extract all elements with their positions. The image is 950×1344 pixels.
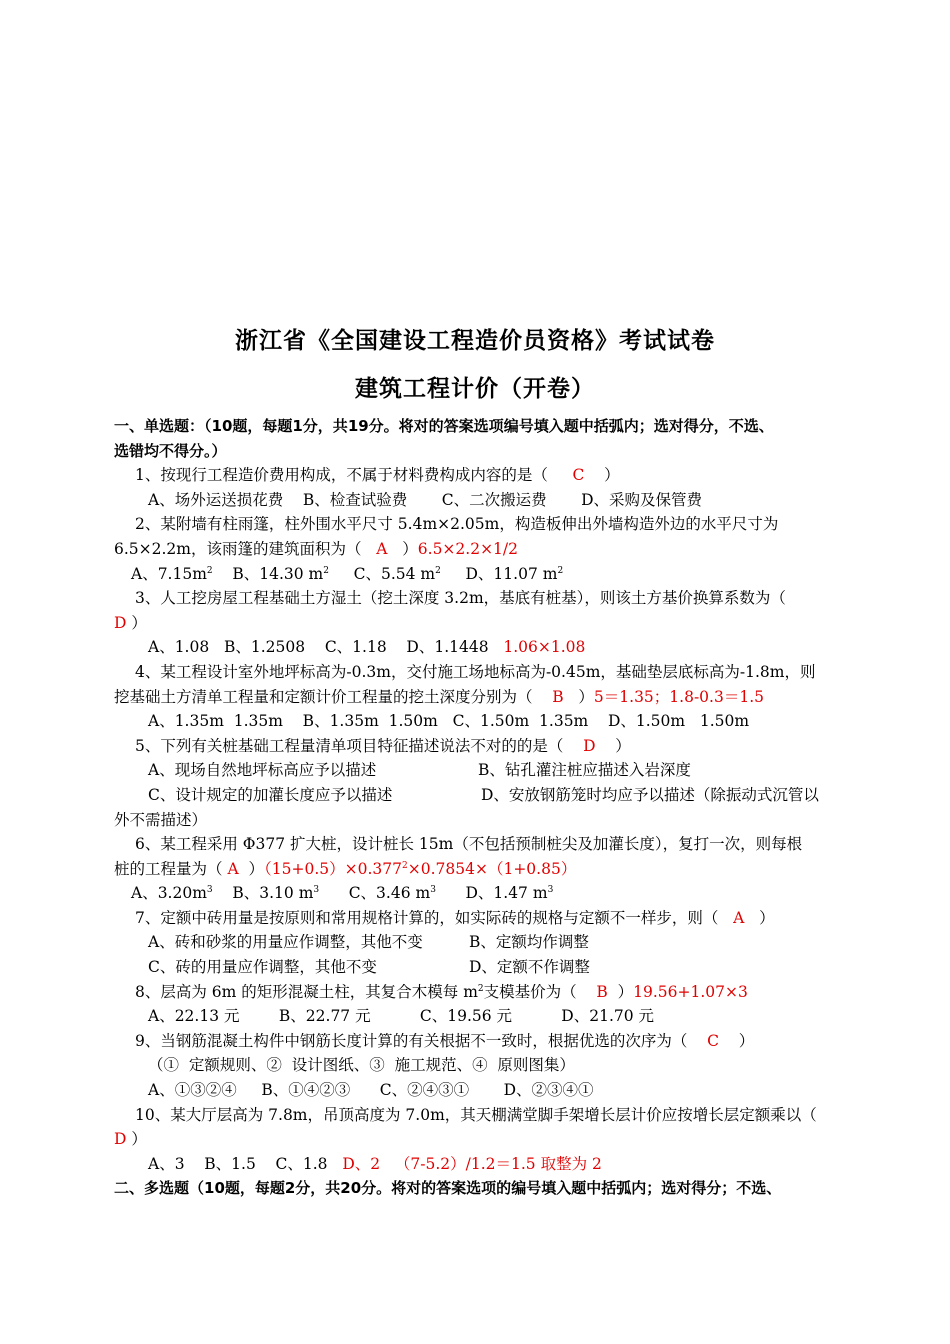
q7-answer: A [733, 908, 745, 927]
q4-stem: 挖基础土方清单工程量和定额计价工程量的挖土深度分别为（ [114, 687, 533, 706]
question-4-cont [114, 685, 858, 710]
q8-stem-a: 8、层高为 6m 的矩形混凝土柱，其复合木模每 m [135, 982, 478, 1001]
q1-stem: 1、按现行工程造价费用构成，不属于材料费构成内容的是（ [135, 466, 548, 485]
q6-close: ） [248, 859, 265, 878]
q2-unit-exp-b: 2 [323, 565, 329, 576]
q3-close: ） [131, 613, 147, 632]
q6-note [264, 860, 576, 878]
q5-option-a: A、现场自然地坪标高应予以描述 [148, 761, 377, 780]
q6-unit-exp-d: 3 [547, 885, 554, 896]
q3-answer: D [114, 613, 127, 632]
q7-option-b: B、定额均作调整 [469, 933, 589, 952]
q10-options: A、3 B、1.5 C、1.8 [148, 1154, 328, 1173]
q6-unit-exp-a: 3 [206, 885, 213, 896]
q8-note: 19.56+1.07×3 [633, 982, 748, 1001]
q6-answer: A [227, 859, 239, 878]
q4-options: A、1.35m 1.35m B、1.35m 1.50m C、1.50m 1.35m D、1.50m 1.50m [148, 712, 750, 731]
q9-stem: 9、当钢筋混凝土构件中钢筋长度计算的有关根据不一致时，根据优选的次序为（ [135, 1031, 688, 1050]
q6-note-b: ×0.7854×（1+0.85） [407, 859, 577, 878]
q2-answer: A [376, 539, 388, 558]
q2-options [114, 562, 858, 587]
question-6: 6、某工程采用 Φ377 扩大桩，设计桩长 15m（不包括预制桩尖及加灌长度），复打一次，则每根 [135, 835, 803, 854]
q7-option-c: C、砖的用量应作调整，其他不变 [148, 958, 377, 977]
question-10: 10、某大厅层高为 7.8m，吊顶高度为 7.0m，其天棚满堂脚手架增长层计价应按增长层定额乘以（ [135, 1105, 817, 1124]
q9-sub: （① 定额规则、② 设计图纸、③ 施工规范、④ 原则图集） [148, 1056, 575, 1075]
question-2: 2、某附墙有柱雨篷，柱外围水平尺寸 5.4m×2.05m，构造板伸出外墙构造外边的水平尺寸为 [135, 515, 779, 534]
q9-options: A、①③②④ B、①④②③ C、②④③① D、②③④① [148, 1081, 594, 1100]
question-10-cont [114, 1127, 858, 1152]
q1-answer: C [572, 466, 585, 485]
q5-option-c: C、设计规定的加灌长度应予以描述 [148, 785, 393, 804]
q2-unit-exp-d: 2 [557, 565, 564, 576]
q6-option-d: D、1.47 m [465, 884, 548, 903]
q6-options [114, 881, 858, 906]
q2-option-d: D、11.07 m [465, 564, 558, 583]
q10-options-row [114, 1152, 858, 1177]
q10-answer: D [114, 1130, 127, 1149]
q2-option-a: A、7.15m [131, 564, 207, 583]
q5-stem: 5、下列有关桩基础工程量清单项目特征描述说法不对的的是（ [135, 736, 564, 755]
q10-option-d: D、2 [342, 1154, 381, 1173]
q9-close: ） [738, 1031, 755, 1050]
q7-stem: 7、定额中砖用量是按原则和常用规格计算的，如实际砖的规格与定额不一样步，则（ [135, 908, 719, 927]
q7-options-row1 [114, 930, 858, 955]
q5-options-row1 [114, 758, 858, 783]
q1-options: A、场外运送损花费 B、检查试验费 C、二次搬运费 D、采购及保管费 [148, 490, 703, 509]
q8-stem-exp: 2 [477, 983, 484, 994]
question-3-cont [114, 611, 858, 636]
section2-heading: 二、多选题（10题，每题2分，共20分。将对的答案选项的编号填入题中括弧内；选对得分；不选、 [114, 1179, 782, 1198]
exam-subtitle: 建筑工程计价（开卷） [355, 376, 595, 402]
q5-option-d-cont: 外不需描述） [114, 810, 208, 829]
question-4: 4、某工程设计室外地坪标高为-0.3m，交付施工场地标高为-0.45m，基础垫层底标高为-1.8m，则 [135, 662, 816, 681]
section1-heading: 一、单选题：（10题，每题1分，共19分。将对的答案选项编号填入题中括弧内；选对得分，不选、 [114, 417, 774, 435]
q2-option-b: B、14.30 m [232, 564, 324, 583]
q5-option-b: B、钻孔灌注桩应描述入岩深度 [478, 761, 691, 780]
q6-option-b: B、3.10 m [232, 884, 314, 903]
question-3: 3、人工挖房屋工程基础土方湿土（挖土深度 3.2m，基底有桩基），则该土方基价换算系数为（ [135, 589, 786, 608]
q6-option-a: A、3.20m [131, 884, 207, 903]
q6-note-a: （15+0.5）×0.377 [264, 859, 403, 878]
q6-note-exp: 2 [402, 860, 408, 871]
q8-options: A、22.13 元 B、22.77 元 C、19.56 元 D、21.70 元 [148, 1007, 655, 1026]
q5-option-d: D、安放钢筋笼时均应予以描述（除振动式沉管以 [481, 785, 819, 804]
q4-answer: B [552, 687, 564, 706]
question-9 [114, 1029, 858, 1054]
exam-title: 浙江省《全国建设工程造价员资格》考试试卷 [235, 328, 715, 354]
q6-stem: 桩的工程量为（ [114, 859, 223, 878]
question-8 [114, 980, 858, 1005]
q8-close: ） [617, 982, 634, 1001]
q4-note: 5＝1.35；1.8-0.3＝1.5 [593, 687, 764, 706]
question-5 [114, 734, 858, 759]
q6-option-c: C、3.46 m [348, 884, 431, 903]
q1-close: ） [604, 466, 620, 485]
q6-unit-exp-b: 3 [313, 885, 320, 896]
q8-stem-b: 支模基价为（ [483, 982, 577, 1001]
q7-option-d: D、定额不作调整 [469, 958, 590, 977]
q2-option-c: C、5.54 m [353, 564, 436, 583]
q5-options-row2 [114, 783, 858, 808]
q10-close: ） [131, 1130, 147, 1149]
q4-close: ） [578, 687, 594, 706]
q10-note: （7-5.2）/1.2＝1.5 取整为 2 [394, 1154, 602, 1173]
question-6-cont [114, 857, 858, 882]
q2-note: 6.5×2.2×1/2 [417, 539, 519, 558]
q9-answer: C [707, 1031, 719, 1050]
question-7 [114, 906, 858, 931]
q7-close: ） [759, 908, 775, 927]
q2-unit-exp-c: 2 [435, 565, 441, 576]
q5-close: ） [615, 736, 631, 755]
q8-answer: B [596, 982, 608, 1001]
q3-options-row [114, 635, 858, 660]
q2-unit-exp-a: 2 [206, 565, 213, 576]
question-2-cont [114, 537, 858, 562]
q6-unit-exp-c: 3 [430, 885, 436, 896]
q2-close: ） [402, 539, 418, 558]
q7-option-a: A、砖和砂浆的用量应作调整，其他不变 [148, 933, 423, 952]
q3-options: A、1.08 B、1.2508 C、1.18 D、1.1448 [148, 638, 489, 657]
q5-answer: D [583, 736, 596, 755]
q2-stem: 6.5×2.2m，该雨篷的建筑面积为（ [114, 539, 362, 558]
q7-options-row2 [114, 955, 858, 980]
q3-note: 1.06×1.08 [503, 638, 586, 657]
section1-heading-cont: 选错均不得分。） [114, 441, 227, 460]
exam-body [114, 414, 858, 1201]
question-1 [114, 463, 858, 488]
